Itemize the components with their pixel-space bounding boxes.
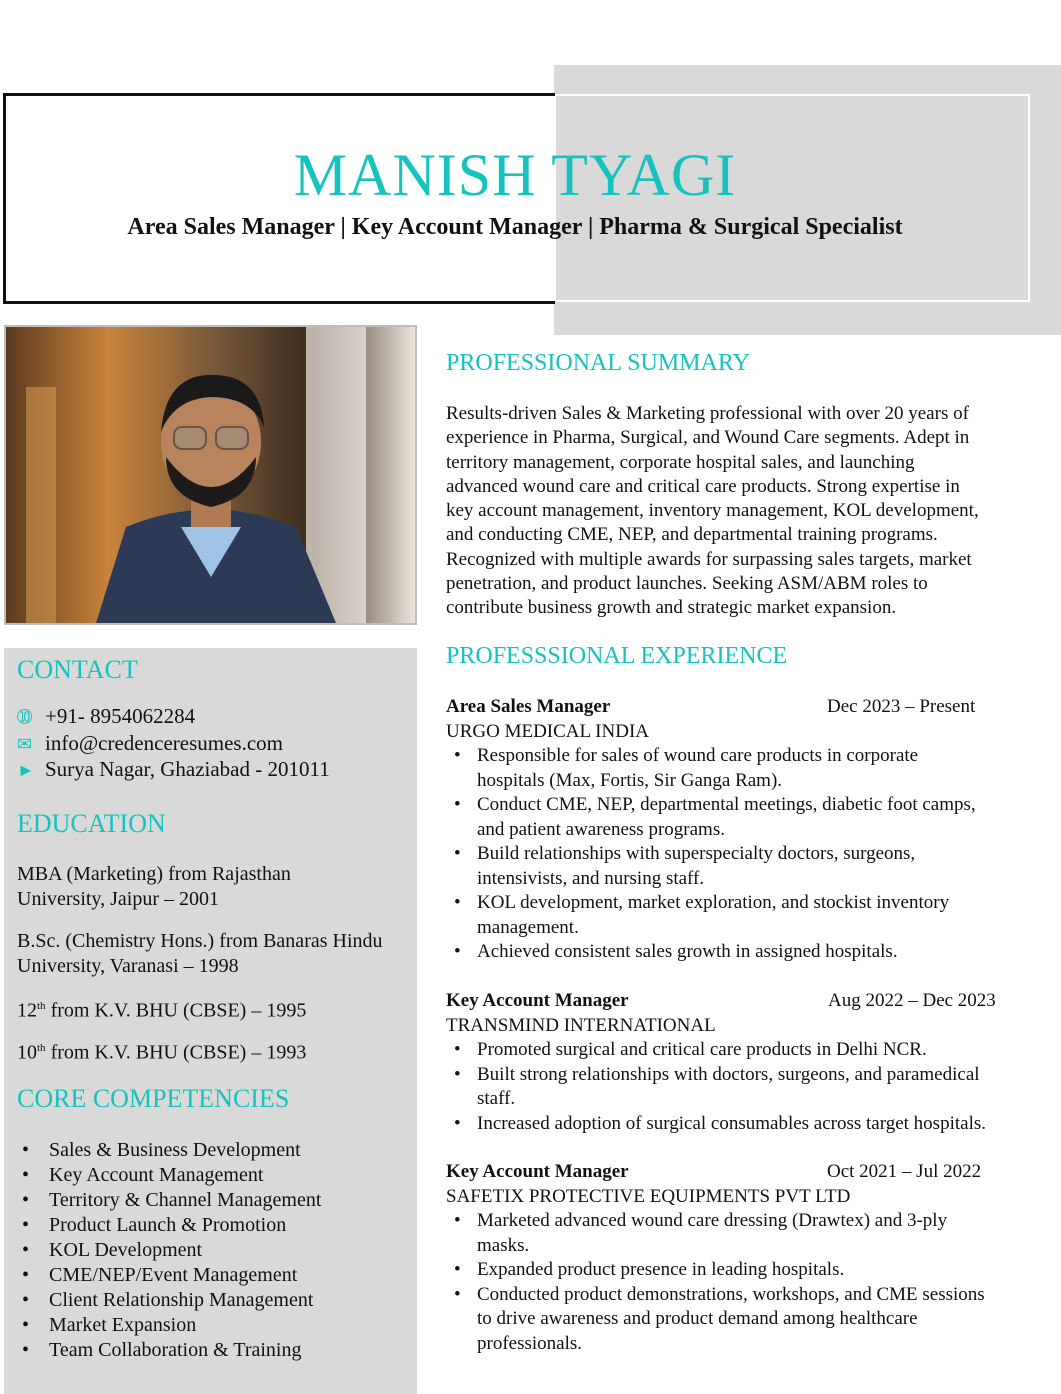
job-bullet-line: and patient awareness programs. [477, 818, 725, 840]
job-bullet-line: • Conduct CME, NEP, departmental meetings, diabetic foot camps, [477, 794, 976, 815]
job-bullet [446, 1209, 1058, 1258]
job-dates: Aug 2022 – Dec 2023 [828, 990, 996, 1011]
competency-item: • Client Relationship Management [22, 1288, 321, 1313]
job-bullet-line: management. [477, 916, 579, 938]
job-entry [446, 1160, 1058, 1356]
summary-line: Recognized with multiple awards for surpassing sales targets, market [446, 548, 972, 570]
job-bullet-line: • KOL development, market exploration, and stockist inventory [477, 892, 950, 913]
contact-email [17, 730, 283, 758]
summary-line: contribute business growth and strategic market expansion. [446, 597, 897, 619]
job-bullets [446, 1038, 1058, 1136]
job-bullet-line: intensivists, and nursing staff. [477, 867, 705, 889]
phone-icon: ➉ [17, 707, 33, 727]
job-bullet [446, 1038, 1058, 1063]
job-title: Area Sales Manager [446, 696, 611, 717]
summary-heading: PROFESSIONAL SUMMARY [446, 350, 750, 376]
education-item [17, 1036, 306, 1066]
job-entry [446, 695, 1058, 965]
experience-heading: PROFESSSIONAL EXPERIENCE [446, 643, 788, 669]
contact-address-value: Surya Nagar, Ghaziabad - 201011 [45, 757, 330, 781]
job-bullet-line: staff. [477, 1088, 516, 1109]
contact-phone-value: +91- 8954062284 [45, 704, 196, 728]
education-item: MBA (Marketing) from Rajasthan University, Jaipur – 2001 [17, 863, 291, 910]
profile-photo-illustration [6, 327, 415, 623]
job-bullet-line: • Expanded product presence in leading hospitals. [477, 1259, 845, 1280]
competency-item: • CME/NEP/Event Management [22, 1263, 321, 1288]
candidate-name: MANISH TYAGI [293, 142, 737, 208]
competency-item: • Team Collaboration & Training [22, 1338, 321, 1363]
education-item-text: from K.V. BHU (CBSE) – 1995 [45, 999, 307, 1022]
profile-photo [4, 325, 417, 625]
candidate-tagline: Area Sales Manager | Key Account Manager | Pharma & Surgical Specialist [127, 214, 903, 240]
job-bullet [446, 940, 1058, 965]
job-entry [446, 989, 1058, 1136]
summary-line: Results-driven Sales & Marketing professional with over 20 years of [446, 403, 969, 424]
job-bullet [446, 842, 1058, 891]
job-bullet [446, 1063, 1058, 1112]
job-bullet-line: professionals. [477, 1332, 583, 1354]
job-bullet-line: • Built strong relationships with doctors, surgeons, and paramedical [477, 1063, 980, 1085]
summary-line: and conducting CME, NEP, and departmental training programs. [446, 524, 938, 546]
job-company: SAFETIX PROTECTIVE EQUIPMENTS PVT LTD [446, 1185, 851, 1207]
job-bullet-line: • Achieved consistent sales growth in assigned hospitals. [477, 941, 898, 962]
job-company: URGO MEDICAL INDIA [446, 720, 649, 742]
competency-item: • Sales & Business Development [22, 1138, 321, 1163]
education-item-text: from K.V. BHU (CBSE) – 1993 [45, 1041, 307, 1064]
competency-item: • Market Expansion [22, 1313, 321, 1338]
mail-icon: ✉ [17, 734, 33, 754]
competency-item: • Product Launch & Promotion [22, 1213, 321, 1238]
summary-line: experience in Pharma, Surgical, and Wound Care segments. Adept in [446, 427, 970, 449]
summary-text [446, 402, 1056, 621]
job-title: Key Account Manager [446, 990, 629, 1011]
education-item [17, 994, 306, 1024]
competencies-list [22, 1138, 321, 1363]
job-bullet [446, 891, 1058, 940]
contact-address [17, 756, 330, 784]
contact-phone [17, 703, 195, 731]
summary-line: advanced wound care and critical care products. Strong expertise in [446, 475, 960, 497]
job-bullet-line: • Marketed advanced wound care dressing (Drawtex) and 3-ply [477, 1210, 948, 1231]
job-bullet [446, 1283, 1058, 1357]
job-bullet-line: • Promoted surgical and critical care products in Delhi NCR. [477, 1039, 927, 1060]
job-dates: Dec 2023 – Present [827, 696, 976, 717]
contact-heading: CONTACT [17, 655, 138, 684]
competency-item: • KOL Development [22, 1238, 321, 1263]
education-item-sup: th [37, 1042, 46, 1054]
job-dates: Oct 2021 – Jul 2022 [827, 1161, 982, 1182]
education-item-sup: th [37, 1000, 46, 1012]
summary-line: penetration, and product launches. Seeking ASM/ABM roles to [446, 573, 928, 595]
competency-item: • Territory & Channel Management [22, 1188, 321, 1213]
job-bullet [446, 1258, 1058, 1283]
job-bullet [446, 744, 1058, 793]
job-bullet-line: • Increased adoption of surgical consumables across target hospitals. [477, 1112, 986, 1134]
job-company: TRANSMIND INTERNATIONAL [446, 1014, 716, 1036]
job-bullet-line: • Build relationships with superspecialty doctors, surgeons, [477, 843, 916, 864]
job-bullet [446, 793, 1058, 842]
job-title: Key Account Manager [446, 1161, 629, 1182]
summary-line: territory management, corporate hospital sales, and launching [446, 451, 915, 473]
job-bullet-line: • Conducted product demonstrations, workshops, and CME sessions [477, 1283, 985, 1305]
pointer-icon: ► [17, 760, 35, 780]
education-item-num: 12 [17, 999, 37, 1022]
job-bullet-line: to drive awareness and product demand among healthcare [477, 1308, 918, 1329]
job-bullet-line: hospitals (Max, Fortis, Sir Ganga Ram). [477, 769, 783, 791]
competencies-heading: CORE COMPETENCIES [17, 1084, 290, 1113]
job-bullets [446, 744, 1058, 965]
job-bullet-line: masks. [477, 1234, 530, 1256]
job-bullet [446, 1112, 1058, 1137]
job-bullet-line: • Responsible for sales of wound care products in corporate [477, 745, 919, 766]
education-item: B.Sc. (Chemistry Hons.) from Banaras Hindu University, Varanasi – 1998 [17, 930, 383, 977]
education-heading: EDUCATION [17, 809, 166, 838]
summary-line: key account management, inventory management, KOL development, [446, 500, 979, 522]
competency-item: • Key Account Management [22, 1163, 321, 1188]
education-item-num: 10 [17, 1041, 37, 1064]
job-bullets [446, 1209, 1058, 1356]
contact-email-value: info@credenceresumes.com [45, 731, 283, 755]
